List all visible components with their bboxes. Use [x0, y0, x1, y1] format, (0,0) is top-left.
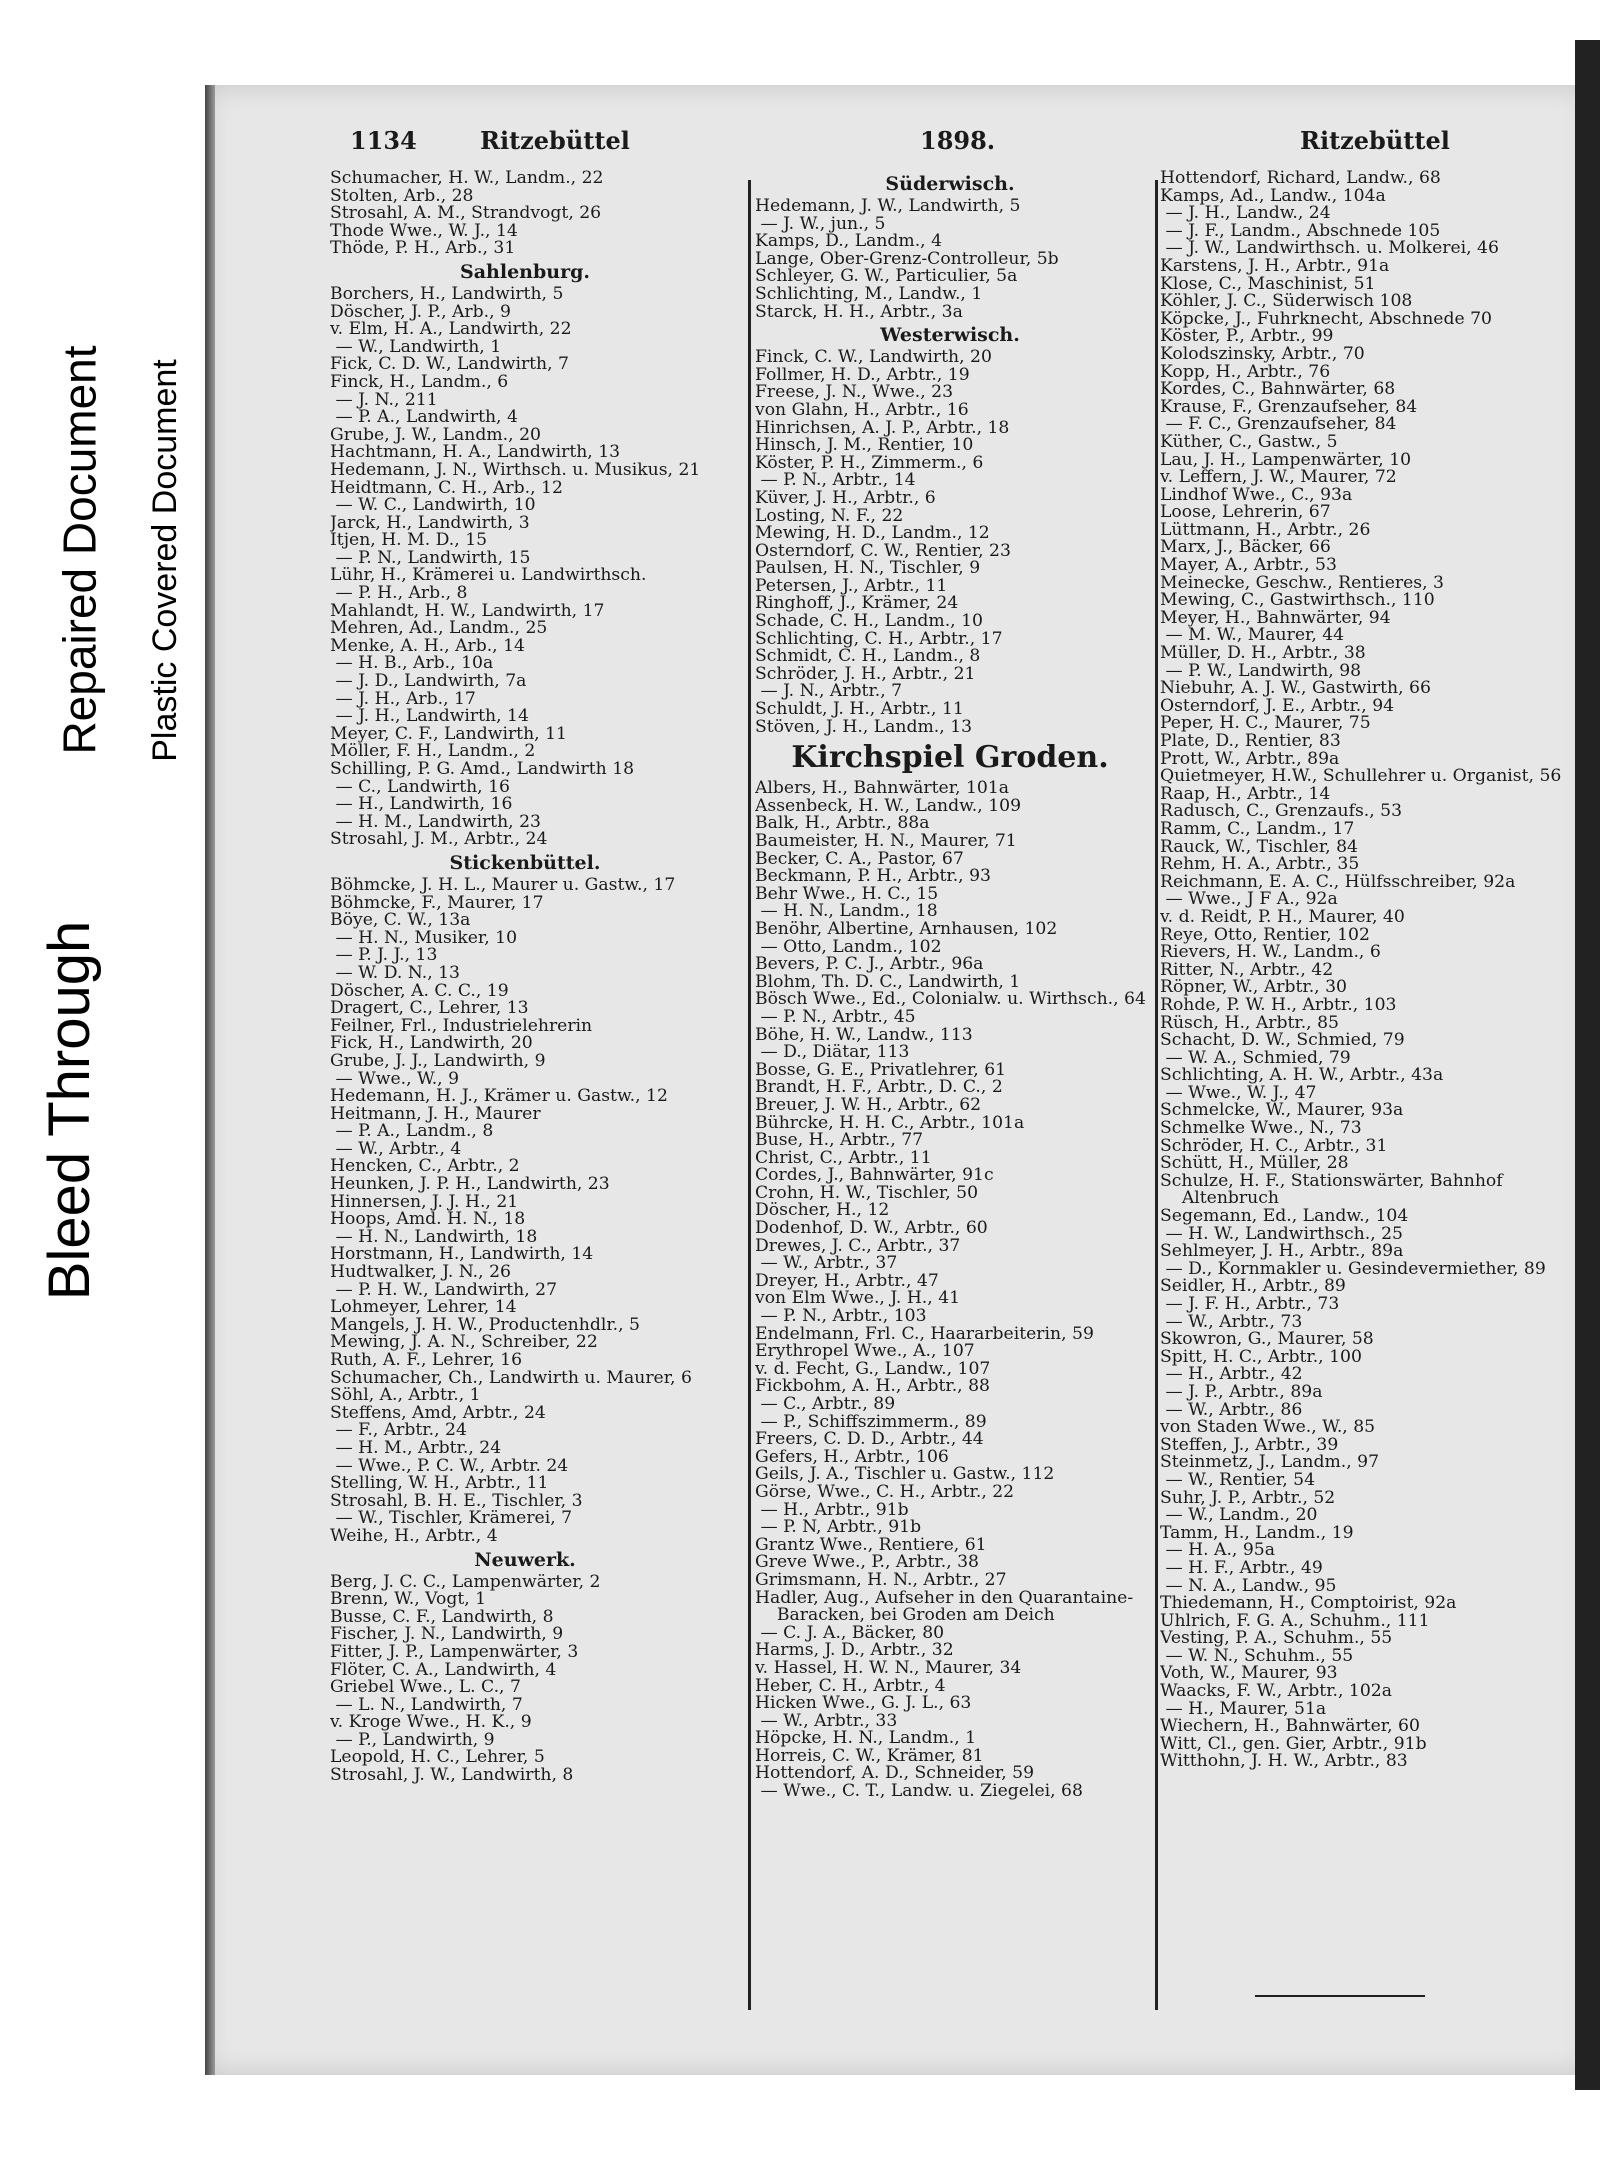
directory-entry: — F., Arbtr., 24 [330, 1422, 467, 1440]
directory-entry: — P. H., Arb., 8 [330, 585, 468, 603]
directory-entry: Assenbeck, H. W., Landw., 109 [755, 797, 1021, 816]
directory-entry: Bösch Wwe., Ed., Colonialw. u. Wirthsch., 64 [755, 991, 1146, 1009]
directory-entry: Döscher, J. P., Arb., 9 [330, 303, 511, 322]
directory-entry: Ritter, N., Arbtr., 42 [1160, 961, 1334, 980]
directory-entry: Griebel Wwe., L. C., 7 [330, 1679, 521, 1697]
directory-entry: Schilling, P. G. Amd., Landwirth 18 [330, 761, 635, 779]
directory-entry: — H. W., Landwirthsch., 25 [1160, 1225, 1403, 1244]
directory-entry: — J. P., Arbtr., 89a [1160, 1383, 1323, 1402]
directory-entry: Thiedemann, H., Comptoirist, 92a [1160, 1595, 1457, 1613]
directory-entry: — P. W., Landwirth, 98 [1160, 662, 1362, 681]
directory-entry: Krause, F., Grenzaufseher, 84 [1160, 398, 1418, 417]
directory-entry: Görse, Wwe., C. H., Arbtr., 22 [755, 1483, 1015, 1502]
directory-entry: — W. C., Landwirth, 10 [330, 497, 536, 515]
directory-entry: v. d. Reidt, P. H., Maurer, 40 [1160, 908, 1405, 927]
directory-entry: Prott, W., Arbtr., 89a [1160, 750, 1340, 769]
directory-entry: Bosse, G. E., Privatlehrer, 61 [755, 1061, 1007, 1080]
directory-entry: Ringhoff, J., Krämer, 24 [755, 595, 959, 614]
directory-entry: — W., Landwirth, 1 [330, 338, 502, 357]
directory-entry: Losting, N. F., 22 [755, 507, 904, 526]
directory-entry: — J. F. H., Arbtr., 73 [1160, 1296, 1340, 1314]
directory-entry: Freers, C. D. D., Arbtr., 44 [755, 1431, 984, 1449]
directory-entry: Petersen, J., Arbtr., 11 [755, 577, 948, 596]
directory-entry: Paulsen, H. N., Tischler, 9 [755, 560, 981, 578]
directory-entry: — Wwe., C. T., Landw. u. Ziegelei, 68 [755, 1783, 1083, 1801]
directory-entry: Becker, C. A., Pastor, 67 [755, 850, 964, 869]
directory-entry: Sehlmeyer, J. H., Arbtr., 89a [1160, 1243, 1404, 1261]
section-heading: Sahlenburg. [460, 260, 590, 283]
directory-entry: — Wwe., W. J., 47 [1160, 1084, 1317, 1103]
directory-entry: Dreyer, H., Arbtr., 47 [755, 1272, 939, 1291]
directory-entry: Wiechern, H., Bahnwärter, 60 [1160, 1718, 1420, 1736]
plastic-covered-label [135, 290, 195, 830]
directory-entry: — H. N., Landm., 18 [755, 903, 938, 921]
directory-entry: Kolodszinsky, Arbtr., 70 [1160, 345, 1365, 364]
directory-entry: Rüsch, H., Arbtr., 85 [1160, 1014, 1339, 1033]
directory-entry: Bührcke, H. H. C., Arbtr., 101a [755, 1114, 1025, 1133]
directory-entry: Hedemann, J. W., Landwirth, 5 [755, 198, 1021, 216]
directory-entry: Witthohn, J. H. W., Arbtr., 83 [1160, 1753, 1408, 1772]
directory-entry: Schmelcke, W., Maurer, 93a [1160, 1102, 1404, 1121]
directory-entry: Tamm, H., Landm., 19 [1160, 1524, 1354, 1543]
directory-entry: Behr Wwe., H. C., 15 [755, 885, 939, 904]
directory-entry: Fitter, J. P., Lampenwärter, 3 [330, 1643, 579, 1662]
directory-entry: Albers, H., Bahnwärter, 101a [755, 780, 1010, 798]
directory-entry: Heunken, J. P. H., Landwirth, 23 [330, 1176, 610, 1194]
directory-column-1 [330, 170, 740, 1785]
directory-entry: Höpcke, H. N., Landm., 1 [755, 1730, 977, 1748]
directory-entry: — H. B., Arb., 10a [330, 655, 494, 674]
directory-entry: — D., Diätar, 113 [755, 1044, 910, 1062]
directory-entry: — W., Landm., 20 [1160, 1507, 1318, 1525]
directory-entry: — W., Rentier, 54 [1160, 1471, 1316, 1490]
directory-entry: Feilner, Frl., Industrielehrerin [330, 1017, 593, 1036]
directory-entry: — M. W., Maurer, 44 [1160, 627, 1345, 646]
directory-entry: Quietmeyer, H.W., Schullehrer u. Organist, 56 [1160, 768, 1562, 786]
directory-entry: Rohde, P. W. H., Arbtr., 103 [1160, 996, 1397, 1015]
directory-entry: — J. N., 211 [330, 391, 438, 410]
directory-entry: Loose, Lehrerin, 67 [1160, 504, 1331, 522]
directory-entry: Mewing, C., Gastwirthsch., 110 [1160, 592, 1435, 610]
directory-entry: Mewing, H. D., Landm., 12 [755, 525, 990, 543]
directory-entry: v. Hassel, H. W. N., Maurer, 34 [755, 1659, 1022, 1678]
directory-entry: — C., Landwirth, 16 [330, 778, 510, 797]
directory-entry: Schacht, D. W., Schmied, 79 [1160, 1032, 1405, 1050]
directory-entry: Rehm, H. A., Arbtr., 35 [1160, 856, 1360, 874]
directory-entry: Seidler, H., Arbtr., 89 [1160, 1278, 1346, 1296]
directory-entry: Flöter, C. A., Landwirth, 4 [330, 1661, 557, 1680]
directory-entry: Böhmcke, J. H. L., Maurer u. Gastw., 17 [330, 876, 676, 895]
directory-entry: Beckmann, P. H., Arbtr., 93 [755, 868, 991, 886]
parish-heading: Kirchspiel Groden. [791, 740, 1109, 776]
directory-entry: Leopold, H. C., Lehrer, 5 [330, 1749, 545, 1768]
directory-entry: Christ, C., Arbtr., 11 [755, 1149, 932, 1168]
directory-entry: Erythropel Wwe., A., 107 [755, 1343, 975, 1361]
running-head-year: 1898. [920, 126, 996, 155]
directory-entry: Schulze, H. F., Stationswärter, Bahnhof [1160, 1172, 1503, 1191]
directory-entry: Gefers, H., Arbtr., 106 [755, 1448, 949, 1467]
directory-entry: Cordes, J., Bahnwärter, 91c [755, 1167, 994, 1185]
directory-entry: Möller, F. H., Landm., 2 [330, 743, 536, 761]
directory-entry: — H., Maurer, 51a [1160, 1700, 1327, 1719]
directory-entry: Thöde, P. H., Arb., 31 [330, 240, 516, 258]
directory-entry: — H., Landwirth, 16 [330, 796, 513, 814]
scan-dark-edge [1575, 40, 1600, 2090]
directory-entry: Hinnersen, J. J. H., 21 [330, 1193, 519, 1212]
directory-entry: Reye, Otto, Rentier, 102 [1160, 926, 1370, 945]
directory-entry: — P. N, Arbtr., 91b [755, 1519, 922, 1537]
directory-entry: Marx, J., Bäcker, 66 [1160, 539, 1331, 558]
directory-entry: Harms, J. D., Arbtr., 32 [755, 1642, 954, 1660]
directory-entry: Küver, J. H., Arbtr., 6 [755, 489, 936, 508]
directory-entry: Dodenhof, D. W., Arbtr., 60 [755, 1220, 988, 1238]
directory-entry: Kopp, H., Arbtr., 76 [1160, 363, 1331, 382]
directory-entry: Meyer, C. F., Landwirth, 11 [330, 725, 567, 744]
directory-entry: Schröder, J. H., Arbtr., 21 [755, 665, 976, 684]
directory-entry: Meinecke, Geschw., Rentieres, 3 [1160, 574, 1444, 593]
directory-entry: Hottendorf, A. D., Schneider, 59 [755, 1765, 1035, 1784]
directory-entry: — H. A., 95a [1160, 1542, 1275, 1560]
plastic-covered-text: Plastic Covered Document [145, 358, 184, 762]
directory-entry: Suhr, J. P., Arbtr., 52 [1160, 1489, 1336, 1508]
directory-entry: Busse, C. F., Landwirth, 8 [330, 1608, 554, 1627]
directory-entry: — H. M., Landwirth, 23 [330, 813, 541, 832]
directory-entry: — J. F., Landm., Abschnede 105 [1160, 222, 1441, 241]
directory-entry: Baracken, bei Groden am Deich [755, 1607, 1055, 1625]
directory-entry: — N. A., Landw., 95 [1160, 1577, 1337, 1596]
directory-entry: — W., Arbtr., 33 [755, 1712, 898, 1731]
directory-entry: Weihe, H., Arbtr., 4 [330, 1527, 498, 1546]
directory-entry: Lohmeyer, Lehrer, 14 [330, 1299, 517, 1317]
directory-entry: — W., Tischler, Krämerei, 7 [330, 1510, 573, 1528]
running-head-left: Ritzebüttel [480, 126, 630, 155]
directory-entry: Jarck, H., Landwirth, 3 [330, 514, 530, 533]
directory-entry: Strosahl, A. M., Strandvogt, 26 [330, 205, 602, 223]
directory-entry: Küther, C., Gastw., 5 [1160, 433, 1338, 452]
directory-entry: Köster, P., Arbtr., 99 [1160, 328, 1334, 346]
directory-entry: Vesting, P. A., Schuhm., 55 [1160, 1630, 1393, 1648]
directory-entry: Fick, C. D. W., Landwirth, 7 [330, 356, 569, 374]
directory-entry: Altenbruch [1160, 1190, 1279, 1209]
directory-entry: Geils, J. A., Tischler u. Gastw., 112 [755, 1466, 1055, 1484]
directory-entry: Hottendorf, Richard, Landw., 68 [1160, 170, 1441, 188]
directory-entry: Reichmann, E. A. C., Hülfsschreiber, 92a [1160, 873, 1516, 892]
directory-entry: — Wwe., J F A., 92a [1160, 891, 1338, 909]
directory-entry: Mangels, J. H. W., Productenhdlr., 5 [330, 1316, 640, 1335]
directory-entry: Brandt, H. F., Arbtr., D. C., 2 [755, 1079, 1003, 1097]
directory-entry: Hachtmann, H. A., Landwirth, 13 [330, 444, 621, 462]
directory-entry: — H. N., Musiker, 10 [330, 929, 518, 948]
directory-entry: Schlichting, A. H. W., Arbtr., 43a [1160, 1067, 1444, 1085]
directory-entry: Spitt, H. C., Arbtr., 100 [1160, 1348, 1362, 1367]
directory-entry: Lühr, H., Krämerei u. Landwirthsch. [330, 567, 647, 586]
directory-entry: — P. N., Arbtr., 45 [755, 1008, 916, 1027]
directory-entry: Grimsmann, H. N., Arbtr., 27 [755, 1571, 1007, 1590]
directory-entry: Schlichting, M., Landw., 1 [755, 285, 983, 304]
directory-entry: Blohm, Th. D. C., Landwirth, 1 [755, 973, 1021, 992]
directory-entry: Röpner, W., Arbtr., 30 [1160, 979, 1347, 997]
directory-entry: Balk, H., Arbtr., 88a [755, 815, 930, 833]
directory-entry: Peper, H. C., Maurer, 75 [1160, 715, 1371, 733]
directory-entry: Horstmann, H., Landwirth, 14 [330, 1246, 594, 1265]
directory-entry: — J. H., Landw., 24 [1160, 205, 1331, 223]
directory-entry: Osterndorf, C. W., Rentier, 23 [755, 542, 1011, 561]
directory-entry: Grantz Wwe., Rentiere, 61 [755, 1536, 987, 1555]
directory-entry: Niebuhr, A. J. W., Gastwirth, 66 [1160, 680, 1431, 698]
directory-entry: Döscher, A. C. C., 19 [330, 982, 509, 1001]
directory-entry: Hudtwalker, J. N., 26 [330, 1264, 511, 1282]
directory-entry: — J. D., Landwirth, 7a [330, 673, 527, 691]
directory-entry: — Wwe., P. C. W., Arbtr. 24 [330, 1457, 569, 1476]
directory-entry: — C., Arbtr., 89 [755, 1396, 896, 1414]
directory-entry: Rauck, W., Tischler, 84 [1160, 838, 1358, 857]
directory-entry: Hicken Wwe., G. J. L., 63 [755, 1695, 972, 1713]
repaired-document-label [40, 290, 120, 810]
directory-entry: Buse, H., Arbtr., 77 [755, 1132, 924, 1150]
directory-entry: Köpcke, J., Fuhrknecht, Abschnede 70 [1160, 310, 1492, 329]
directory-entry: Kordes, C., Bahnwärter, 68 [1160, 381, 1396, 399]
directory-entry: Schmelke Wwe., N., 73 [1160, 1120, 1362, 1138]
directory-entry: — Otto, Landm., 102 [755, 938, 942, 957]
directory-entry: — P. H. W., Landwirth, 27 [330, 1281, 558, 1300]
directory-entry: — P. A., Landm., 8 [330, 1123, 494, 1141]
directory-entry: — W., Arbtr., 73 [1160, 1313, 1303, 1332]
directory-entry: Hedemann, H. J., Krämer u. Gastw., 12 [330, 1088, 668, 1106]
directory-entry: — W., Arbtr., 86 [1160, 1401, 1303, 1420]
page-binding-edge [205, 85, 215, 2075]
directory-entry: Thode Wwe., W. J., 14 [330, 222, 518, 241]
directory-entry: Strosahl, B. H. E., Tischler, 3 [330, 1492, 583, 1511]
directory-entry: Müller, D. H., Arbtr., 38 [1160, 645, 1366, 663]
directory-column-2 [755, 170, 1165, 1801]
directory-entry: — Wwe., W., 9 [330, 1070, 460, 1089]
directory-entry: — W. N., Schuhm., 55 [1160, 1647, 1354, 1666]
directory-entry: — P., Schiffszimmerm., 89 [755, 1413, 987, 1432]
directory-entry: — W. D. N., 13 [330, 964, 460, 983]
directory-entry: Fickbohm, A. H., Arbtr., 88 [755, 1378, 990, 1396]
directory-entry: — C. J. A., Bäcker, 80 [755, 1624, 945, 1643]
directory-entry: — P., Landwirth, 9 [330, 1731, 495, 1750]
directory-entry: v. d. Fecht, G., Landw., 107 [755, 1360, 991, 1379]
directory-entry: Böhmcke, F., Maurer, 17 [330, 894, 544, 913]
directory-entry: Brenn, W., Vogt, 1 [330, 1591, 487, 1609]
directory-entry: — P. N., Arbtr., 14 [755, 472, 916, 490]
directory-entry: Rievers, H. W., Landm., 6 [1160, 944, 1381, 962]
directory-entry: Köster, P. H., Zimmerm., 6 [755, 454, 984, 473]
directory-entry: Endelmann, Frl. C., Haararbeiterin, 59 [755, 1325, 1094, 1344]
directory-entry: Crohn, H. W., Tischler, 50 [755, 1184, 979, 1203]
directory-entry: Bevers, P. C. J., Arbtr., 96a [755, 956, 984, 974]
directory-entry: — H. N., Landwirth, 18 [330, 1228, 538, 1247]
directory-entry: — P. J. J., 13 [330, 947, 438, 965]
directory-entry: Waacks, F. W., Arbtr., 102a [1160, 1683, 1392, 1701]
directory-entry: Meyer, H., Bahnwärter, 94 [1160, 609, 1391, 628]
section-heading: Neuwerk. [474, 1548, 576, 1571]
directory-entry: Mayer, A., Arbtr., 53 [1160, 557, 1337, 575]
directory-entry: Greve Wwe., P., Arbtr., 38 [755, 1554, 979, 1572]
directory-entry: Hencken, C., Arbtr., 2 [330, 1158, 520, 1177]
directory-entry: — H., Arbtr., 42 [1160, 1366, 1303, 1384]
directory-entry: — H. F., Arbtr., 49 [1160, 1559, 1323, 1578]
directory-entry: Grube, J. J., Landwirth, 9 [330, 1052, 546, 1071]
directory-entry: — J. H., Landwirth, 14 [330, 708, 529, 726]
directory-entry: — H. M., Arbtr., 24 [330, 1439, 502, 1458]
directory-entry: Berg, J. C. C., Lampenwärter, 2 [330, 1573, 601, 1592]
directory-entry: Stolten, Arb., 28 [330, 187, 474, 206]
directory-entry: Heidtmann, C. H., Arb., 12 [330, 479, 563, 498]
directory-entry: Böhe, H. W., Landw., 113 [755, 1026, 973, 1045]
directory-entry: Finck, H., Landm., 6 [330, 373, 509, 392]
directory-entry: — F. C., Grenzaufseher, 84 [1160, 416, 1397, 434]
directory-entry: Heitmann, J. H., Maurer [330, 1105, 541, 1124]
directory-entry: v. Kroge Wwe., H. K., 9 [330, 1714, 532, 1732]
directory-entry: Borchers, H., Landwirth, 5 [330, 285, 564, 304]
directory-entry: Radusch, C., Grenzaufs., 53 [1160, 803, 1403, 821]
directory-entry: Schütt, H., Müller, 28 [1160, 1155, 1349, 1173]
section-heading: Stickenbüttel. [449, 851, 601, 874]
directory-entry: — W., Arbtr., 4 [330, 1140, 462, 1159]
directory-entry: — J. N., Arbtr., 7 [755, 683, 903, 702]
directory-entry: Breuer, J. W. H., Arbtr., 62 [755, 1096, 982, 1115]
directory-entry: Karstens, J. H., Arbtr., 91a [1160, 257, 1390, 276]
directory-entry: Schlichting, C. H., Arbtr., 17 [755, 630, 1003, 649]
bleed-through-label [20, 840, 120, 1380]
directory-entry: Söhl, A., Arbtr., 1 [330, 1387, 481, 1405]
directory-entry: Steinmetz, J., Landm., 97 [1160, 1454, 1380, 1472]
directory-entry: Lüttmann, H., Arbtr., 26 [1160, 521, 1371, 540]
directory-entry: Finck, C. W., Landwirth, 20 [755, 349, 992, 367]
directory-entry: — D., Kornmakler u. Gesindevermiether, 89 [1160, 1260, 1546, 1279]
directory-entry: — P. N., Arbtr., 103 [755, 1308, 927, 1326]
directory-entry: Lau, J. H., Lampenwärter, 10 [1160, 451, 1412, 470]
directory-entry: Schmidt, C. H., Landm., 8 [755, 648, 981, 666]
directory-entry: Uhlrich, F. G. A., Schuhm., 111 [1160, 1612, 1430, 1631]
end-rule [1255, 1995, 1425, 1997]
section-heading: Westerwisch. [880, 324, 1020, 347]
directory-entry: Horreis, C. W., Krämer, 81 [755, 1747, 984, 1766]
directory-entry: Steffens, Amd, Arbtr., 24 [330, 1404, 546, 1423]
directory-entry: von Elm Wwe., J. H., 41 [755, 1290, 961, 1309]
directory-entry: — H., Arbtr., 91b [755, 1501, 909, 1520]
section-heading: Süderwisch. [885, 173, 1015, 195]
directory-entry: Schumacher, Ch., Landwirth u. Maurer, 6 [330, 1369, 692, 1388]
directory-entry: von Glahn, H., Arbtr., 16 [755, 401, 969, 420]
directory-entry: Follmer, H. D., Arbtr., 19 [755, 366, 970, 385]
directory-entry: Mewing, J. A. N., Schreiber, 22 [330, 1334, 598, 1352]
directory-entry: — L. N., Landwirth, 7 [330, 1696, 523, 1715]
column-divider [748, 180, 751, 2010]
directory-entry: Strosahl, J. W., Landwirth, 8 [330, 1767, 574, 1785]
directory-entry: von Staden Wwe., W., 85 [1160, 1419, 1376, 1437]
directory-entry: — P. N., Landwirth, 15 [330, 549, 531, 568]
directory-entry: Klose, C., Maschinist, 51 [1160, 275, 1376, 294]
directory-entry: Schröder, H. C., Arbtr., 31 [1160, 1137, 1388, 1156]
directory-entry: Voth, W., Maurer, 93 [1160, 1665, 1338, 1684]
directory-entry: Döscher, H., 12 [755, 1202, 890, 1221]
directory-entry: — P. A., Landwirth, 4 [330, 409, 518, 427]
directory-entry: Itjen, H. M. D., 15 [330, 532, 488, 550]
directory-entry: Kamps, Ad., Landw., 104a [1160, 187, 1386, 206]
directory-entry: Hedemann, J. N., Wirthsch. u. Musikus, 21 [330, 461, 701, 480]
page-number: 1134 [350, 126, 417, 155]
directory-entry: — W. A., Schmied, 79 [1160, 1049, 1351, 1068]
directory-entry: Raap, H., Arbtr., 14 [1160, 785, 1331, 804]
directory-entry: — W., Arbtr., 37 [755, 1255, 898, 1273]
directory-entry: Kamps, D., Landm., 4 [755, 233, 943, 251]
directory-entry: — J. H., Arb., 17 [330, 690, 476, 709]
directory-entry: Mahlandt, H. W., Landwirth, 17 [330, 602, 605, 621]
directory-entry: Benöhr, Albertine, Arnhausen, 102 [755, 920, 1058, 939]
directory-entry: Osterndorf, J. E., Arbtr., 94 [1160, 697, 1395, 716]
directory-entry: Mehren, Ad., Landm., 25 [330, 620, 548, 638]
repaired-document-text: Repaired Document [54, 345, 107, 755]
directory-entry: Starck, H. H., Arbtr., 3a [755, 303, 963, 322]
directory-entry: Hinrichsen, A. J. P., Arbtr., 18 [755, 419, 1010, 438]
directory-entry: Schade, C. H., Landm., 10 [755, 613, 983, 631]
directory-entry: Drewes, J. C., Arbtr., 37 [755, 1237, 961, 1256]
directory-entry: Dragert, C., Lehrer, 13 [330, 1000, 529, 1018]
directory-entry: Lange, Ober-Grenz-Controlleur, 5b [755, 250, 1059, 269]
directory-entry: Steffen, J., Arbtr., 39 [1160, 1436, 1339, 1455]
directory-entry: Hadler, Aug., Aufseher in den Quarantaine- [755, 1589, 1134, 1608]
bleed-through-text: Bleed Through [37, 920, 103, 1300]
directory-entry: — J. W., jun., 5 [755, 215, 886, 234]
directory-entry: Menke, A. H., Arb., 14 [330, 637, 525, 656]
directory-column-3 [1160, 170, 1570, 1771]
directory-entry: Plate, D., Rentier, 83 [1160, 733, 1341, 751]
directory-entry: Strosahl, J. M., Arbtr., 24 [330, 831, 548, 849]
directory-entry: Segemann, Ed., Landw., 104 [1160, 1208, 1409, 1226]
directory-entry: Köhler, J. C., Süderwisch 108 [1160, 293, 1413, 311]
directory-entry: Heber, C. H., Arbtr., 4 [755, 1677, 946, 1696]
directory-entry: Hoops, Amd. H. N., 18 [330, 1211, 526, 1229]
directory-entry: Schumacher, H. W., Landm., 22 [330, 170, 604, 188]
directory-entry: Hinsch, J. M., Rentier, 10 [755, 437, 974, 455]
running-head-right: Ritzebüttel [1300, 126, 1450, 155]
directory-entry: Ruth, A. F., Lehrer, 16 [330, 1352, 523, 1370]
directory-entry: — J. W., Landwirthsch. u. Molkerei, 46 [1160, 240, 1499, 258]
directory-entry: Böye, C. W., 13a [330, 912, 471, 930]
directory-entry: Stöven, J. H., Landm., 13 [755, 718, 973, 737]
directory-entry: Schleyer, G. W., Particulier, 5a [755, 268, 1018, 286]
directory-entry: v. Elm, H. A., Landwirth, 22 [330, 321, 572, 339]
directory-entry: Grube, J. W., Landm., 20 [330, 426, 541, 445]
directory-entry: Ramm, C., Landm., 17 [1160, 820, 1355, 839]
directory-entry: Stelling, W. H., Arbtr., 11 [330, 1475, 549, 1493]
directory-entry: Fick, H., Landwirth, 20 [330, 1035, 533, 1053]
directory-entry: Skowron, G., Maurer, 58 [1160, 1331, 1374, 1349]
directory-entry: Lindhof Wwe., C., 93a [1160, 486, 1353, 505]
directory-entry: v. Leffern, J. W., Maurer, 72 [1160, 469, 1397, 487]
directory-entry: Witt, Cl., gen. Gier, Arbtr., 91b [1160, 1735, 1427, 1754]
directory-entry: Freese, J. N., Wwe., 23 [755, 384, 954, 402]
directory-entry: Schuldt, J. H., Arbtr., 11 [755, 701, 964, 719]
directory-entry: Fischer, J. N., Landwirth, 9 [330, 1626, 564, 1644]
directory-entry: Baumeister, H. N., Maurer, 71 [755, 833, 1017, 851]
